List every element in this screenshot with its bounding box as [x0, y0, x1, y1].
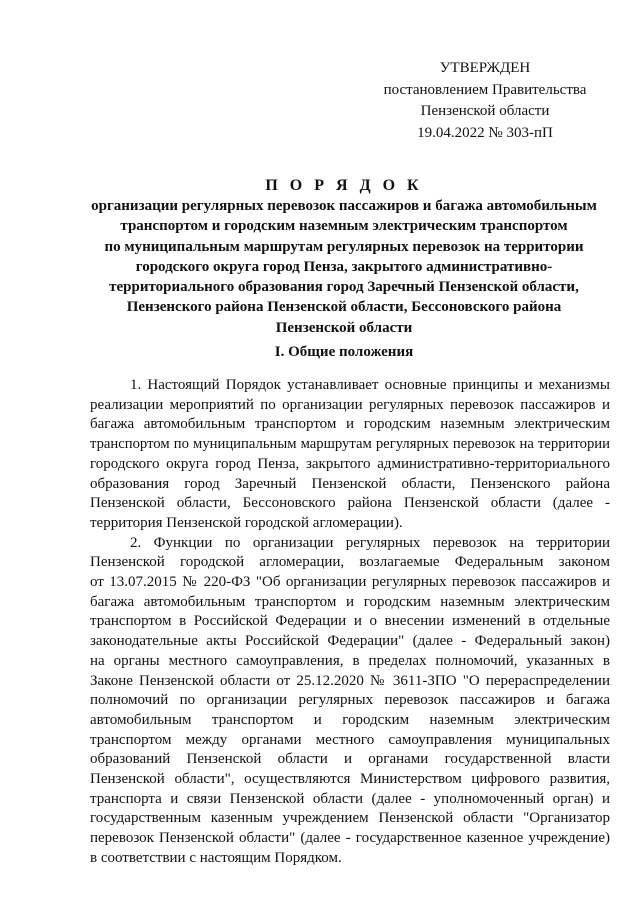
paragraph-line: городского округа город Пенза, закрытого административно-территориального	[90, 455, 610, 472]
paragraph-line: государственным казенным учреждением Пензенской области "Организатор	[90, 810, 610, 827]
document-body	[90, 376, 610, 869]
document-title: П О Р Я Д О К	[265, 177, 423, 194]
subtitle-line: организации регулярных перевозок пассажиров и багажа автомобильным	[91, 198, 597, 214]
document-title-block	[60, 176, 628, 338]
subtitle-line: по муниципальным маршрутам регулярных перевозок на территории	[104, 238, 584, 255]
paragraph-line: 2. Функции по организации регулярных перевозок на территории	[130, 534, 610, 551]
paragraph-line: в соответствии с настоящим Порядком.	[90, 849, 342, 866]
approval-line: Пензенской области	[420, 103, 550, 119]
paragraph-line: территория Пензенской городской агломерации).	[90, 514, 403, 531]
paragraph-line: Пензенской области, Бессоновского района Пензенской области (далее -	[90, 495, 610, 512]
subtitle-line: Пензенского района Пензенской области, Бессоновского района	[126, 299, 562, 316]
paragraph-line: полномочий по организации регулярных перевозок пассажиров и багажа	[90, 692, 610, 709]
paragraph-line: багажа автомобильным транспортом и городским наземным электрическим	[90, 593, 610, 610]
paragraph-line: транспорта и связи Пензенской области (далее - уполномоченный орган) и	[90, 790, 610, 807]
approval-line: постановлением Правительства	[383, 81, 587, 98]
subtitle-line: городского округа город Пенза, закрытого административно-	[135, 258, 553, 275]
paragraph-line: автомобильным транспортом и городским наземным электрическим	[90, 711, 610, 728]
paragraph-line: Пензенской городской агломерации, возлагаемые Федеральным законом	[90, 554, 610, 571]
paragraph-line: реализации мероприятий по организации регулярных перевозок пассажиров и	[90, 396, 610, 413]
paragraph-line: транспортом между органами местного самоуправления муниципальных	[90, 731, 610, 748]
paragraph-line: Законе Пензенской области от 25.12.2020 № 3611-ЗПО "О перераспределении	[90, 672, 610, 689]
approval-stamp	[360, 58, 610, 144]
paragraph-line: образований Пензенской области и органами государственной власти	[90, 751, 610, 768]
subtitle-line: Пензенской области	[275, 319, 413, 336]
subtitle-line: транспортом и городским наземным электрическим транспортом	[120, 218, 568, 235]
approval-line: 19.04.2022 № 303-пП	[417, 124, 553, 141]
paragraph-line: Пензенской области", осуществляются Министерством цифрового развития,	[90, 771, 610, 788]
paragraph-line: на органы местного самоуправления, в пределах полномочий, указанных в	[90, 652, 610, 669]
subtitle-line: территориального образования город Заречный Пензенской области,	[109, 279, 579, 296]
paragraph-line: образования город Заречный Пензенской области, Пензенского района	[90, 475, 610, 492]
paragraph-2	[90, 534, 610, 869]
approval-line: УТВЕРЖДЕН	[439, 60, 531, 76]
paragraph-line: транспортом по муниципальным маршрутам регулярных перевозок на территории	[90, 436, 610, 453]
paragraph-line: 1. Настоящий Порядок устанавливает основные принципы и механизмы	[130, 377, 610, 393]
paragraph-1	[90, 376, 610, 534]
paragraph-line: законодательные акты Российской Федерации" (далее - Федеральный закон)	[90, 633, 610, 650]
paragraph-line: багажа автомобильным транспортом и городским наземным электрическим	[90, 416, 610, 433]
paragraph-line: от 13.07.2015 № 220-ФЗ "Об организации регулярных перевозок пассажиров и	[90, 574, 610, 591]
paragraph-line: перевозок Пензенской области" (далее - государственное казенное учреждение)	[90, 830, 610, 847]
section-heading: I. Общие положения	[274, 344, 414, 360]
document-subtitle	[60, 196, 628, 338]
paragraph-line: транспортом в Российской Федерации и о внесении изменений в отдельные	[90, 613, 610, 630]
